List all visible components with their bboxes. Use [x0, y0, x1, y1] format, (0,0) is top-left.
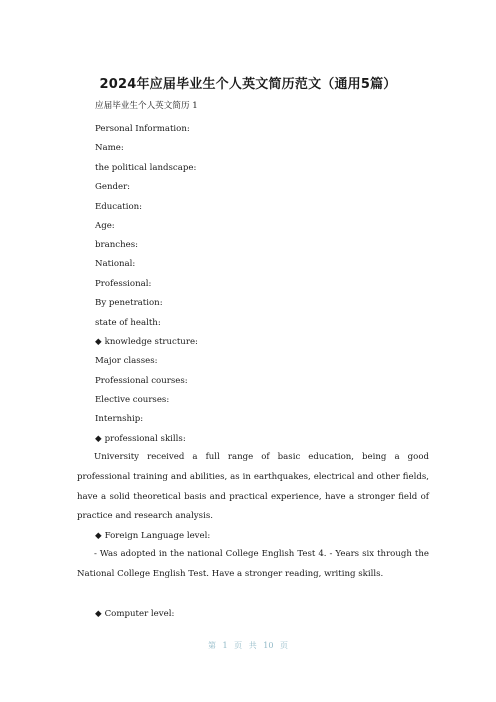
national-label: National:: [95, 259, 136, 269]
diamond-bullet-icon: ◆: [95, 609, 102, 619]
education-label: Education:: [95, 202, 143, 212]
age-label: Age:: [95, 221, 115, 231]
knowledge-heading: [95, 337, 198, 348]
diamond-bullet-icon: ◆: [95, 434, 102, 444]
penetration-label: By penetration:: [95, 298, 163, 308]
skills-heading: [95, 434, 186, 445]
political-label: the political landscape:: [95, 163, 197, 173]
health-label: state of health:: [95, 318, 161, 328]
name-label: Name:: [95, 143, 124, 153]
document-title: 2024年应届毕业生个人英文简历范文（通用5篇）: [99, 77, 397, 92]
computer-heading: [95, 609, 174, 620]
skills-paragraph: University received a full range of basic education, being a good professional training and abilities, as in earthquakes, electrical and other fields, have a solid theoretical basis and practical experience, have a stronger field of practice and research analysis.: [77, 452, 429, 522]
knowledge-heading-text: knowledge structure:: [104, 337, 198, 347]
resume-subtitle: 应届毕业生个人英文简历 1: [95, 101, 198, 111]
page-footer: 第 1 页 共 10 页: [208, 641, 288, 650]
diamond-bullet-icon: ◆: [95, 531, 102, 541]
skills-heading-text: professional skills:: [104, 434, 186, 444]
professional-courses-label: Professional courses:: [95, 376, 188, 386]
branches-label: branches:: [95, 240, 139, 250]
language-heading: [95, 531, 210, 542]
language-heading-text: Foreign Language level:: [104, 531, 211, 541]
computer-heading-text: Computer level:: [104, 609, 175, 619]
professional-label: Professional:: [95, 279, 152, 289]
personal-info-label: Personal Information:: [95, 124, 190, 134]
language-paragraph: - Was adopted in the national College English Test 4. - Years six through the National College English Test. Have a stronger reading, writing skills.: [77, 549, 429, 579]
gender-label: Gender:: [95, 182, 131, 192]
internship-label: Internship:: [95, 414, 144, 424]
major-classes-label: Major classes:: [95, 356, 158, 366]
elective-courses-label: Elective courses:: [95, 395, 170, 405]
diamond-bullet-icon: ◆: [95, 337, 102, 347]
